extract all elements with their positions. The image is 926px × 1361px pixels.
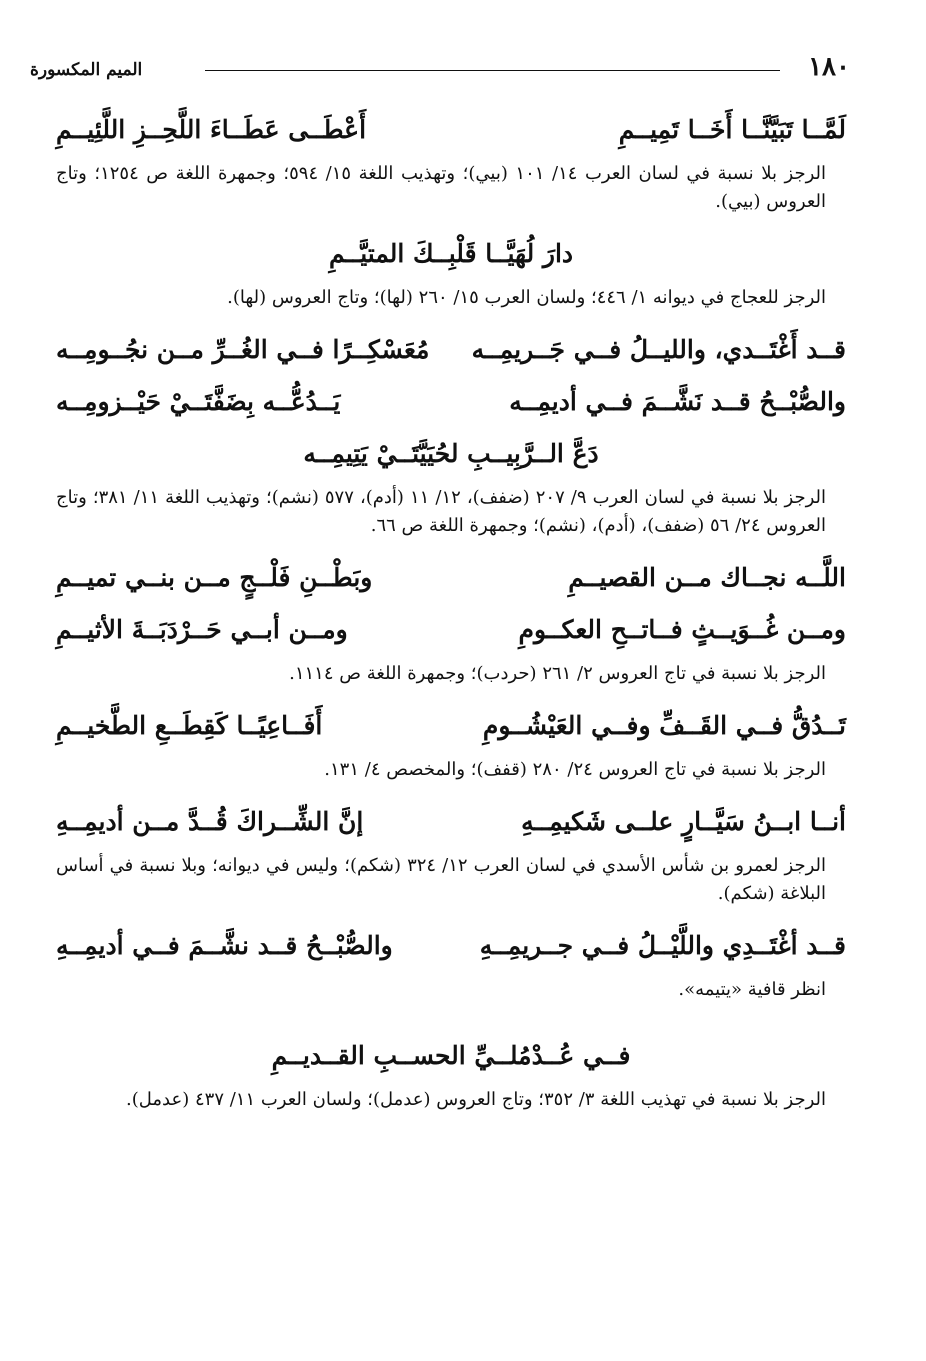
verse-line [56, 552, 846, 604]
verse-second-hemistich: إنَّ الشِّــراكَ قُــدَّ مــن أديمِــهِ [56, 807, 364, 836]
verse-line [56, 700, 846, 752]
verse-second-hemistich: وبَطْــنِ فَلْــجٍ مــن بنــي تميــمِ [56, 563, 373, 592]
verse-first-hemistich: تَــدُقُّ فــي القَــفِّ وفــي العَيْشُــومِ [482, 711, 846, 740]
citation-note: الرجز لعمرو بن شأس الأسدي في لسان العرب ١٢/ ٣٢٤ (شكم)؛ وليس في ديوانه؛ وبلا نسبة في أساس البلاغة (شكم). [56, 855, 826, 904]
single-verse: دارَ لُهَيَّــا قَلْبِــكَ المتيَّــمِ [328, 239, 574, 268]
verse-first-hemistich: أنــا ابــنُ سَيَّــارٍ علــى شَكيمِــهِ [521, 807, 846, 836]
verse-second-hemistich: أَفَــاعِيًــا كَقِطَــعِ الطَّخيــمِ [56, 711, 323, 740]
verse-first-hemistich: قــد أغْتَــدِي واللَّيْــلُ فــي جــريمِــهِ [479, 931, 846, 960]
verse-line [56, 376, 846, 428]
citation-note: الرجز بلا نسبة في لسان العرب ١٤/ ١٠١ (بيي)؛ وتهذيب اللغة ١٥/ ٥٩٤؛ وجمهرة اللغة ص ١٢٥٤؛ وتاج العروس (بيي). [56, 163, 826, 212]
cross-reference-note: انظر قافية «يتيمه». [678, 979, 826, 1000]
verse-second-hemistich: أَعْطَــى عَطَــاءَ اللَّحِــزِ اللَّئِيــمِ [56, 115, 367, 144]
page-number: ١٨٠ [808, 52, 850, 82]
citation-note: الرجز للعجاج في ديوانه ١/ ٤٤٦؛ ولسان العرب ١٥/ ٢٦٠ (لها)؛ وتاج العروس (لها). [227, 287, 826, 308]
page-header [30, 52, 850, 86]
header-rule [205, 70, 780, 71]
verse-second-hemistich: يَــدُعُّــه بِضَفَّتَــيْ حَيْــزومِــه [56, 387, 341, 416]
verse-line [56, 604, 846, 656]
citation-note: الرجز بلا نسبة في تاج العروس ٢/ ٢٦١ (حردب)؛ وجمهرة اللغة ص ١١١٤. [289, 663, 826, 684]
verse-first-hemistich: ومــن غُــوَيــثٍ فــاتــحِ العكــومِ [518, 615, 846, 644]
verse-second-hemistich: والصُّبْــحُ قــد نشَّــمَ فــي أديمِــهِ [56, 931, 393, 960]
single-verse: فــي عُــدْمُلــيِّ الحســبِ القــديــمِ [271, 1041, 631, 1070]
spacer [56, 1016, 846, 1030]
verse-first-hemistich: لَمَّــا تَبَيَّنَّــا أَخَــا تَمِيــمِ [618, 115, 846, 144]
citation-note: الرجز بلا نسبة في تاج العروس ٢٤/ ٢٨٠ (قفف)؛ والمخصص ٤/ ١٣١. [324, 759, 826, 780]
citation-note: الرجز بلا نسبة في تهذيب اللغة ٣/ ٣٥٢؛ وتاج العروس (عدمل)؛ ولسان العرب ١١/ ٤٣٧ (عدمل). [126, 1089, 826, 1110]
citation-note: الرجز بلا نسبة في لسان العرب ٩/ ٢٠٧ (ضفف)، ١٢/ ١١ (أدم)، ٥٧٧ (نشم)؛ وتهذيب اللغة ١١/ ٣٨١؛ وتاج العروس ٢٤/ ٥٦ (ضفف)، (أدم)، (نشم)؛ وجمهرة اللغة ص ٦٦. [56, 487, 827, 536]
verse-line [56, 324, 846, 376]
verse-line [56, 104, 846, 156]
verse-second-hemistich: ومــن أبــي حَــرْدَبَــةَ الأثيــمِ [56, 615, 348, 644]
verse-line [56, 796, 846, 848]
verse-first-hemistich: اللَّــه نجــاك مــن القصيــمِ [568, 563, 846, 592]
verse-second-hemistich: مُعَسْكِــرًا فــي الغُــرِّ مــن نجُــومِــه [56, 335, 430, 364]
verse-first-hemistich: والصُّبْــحُ قــد نَشَّــمَ فــي أديمِــه [509, 387, 846, 416]
single-verse: دَعَّ الــرَّبِيــبِ لحُيَيَّتَــيْ يَتِيمِــه [303, 439, 599, 468]
page-content [56, 104, 846, 1126]
running-title: الميم المكسورة [30, 60, 143, 80]
verse-line [56, 920, 846, 972]
verse-first-hemistich: قــد أَغْتَــدي، والليــلُ فــي جَــريمِــه [471, 335, 846, 364]
